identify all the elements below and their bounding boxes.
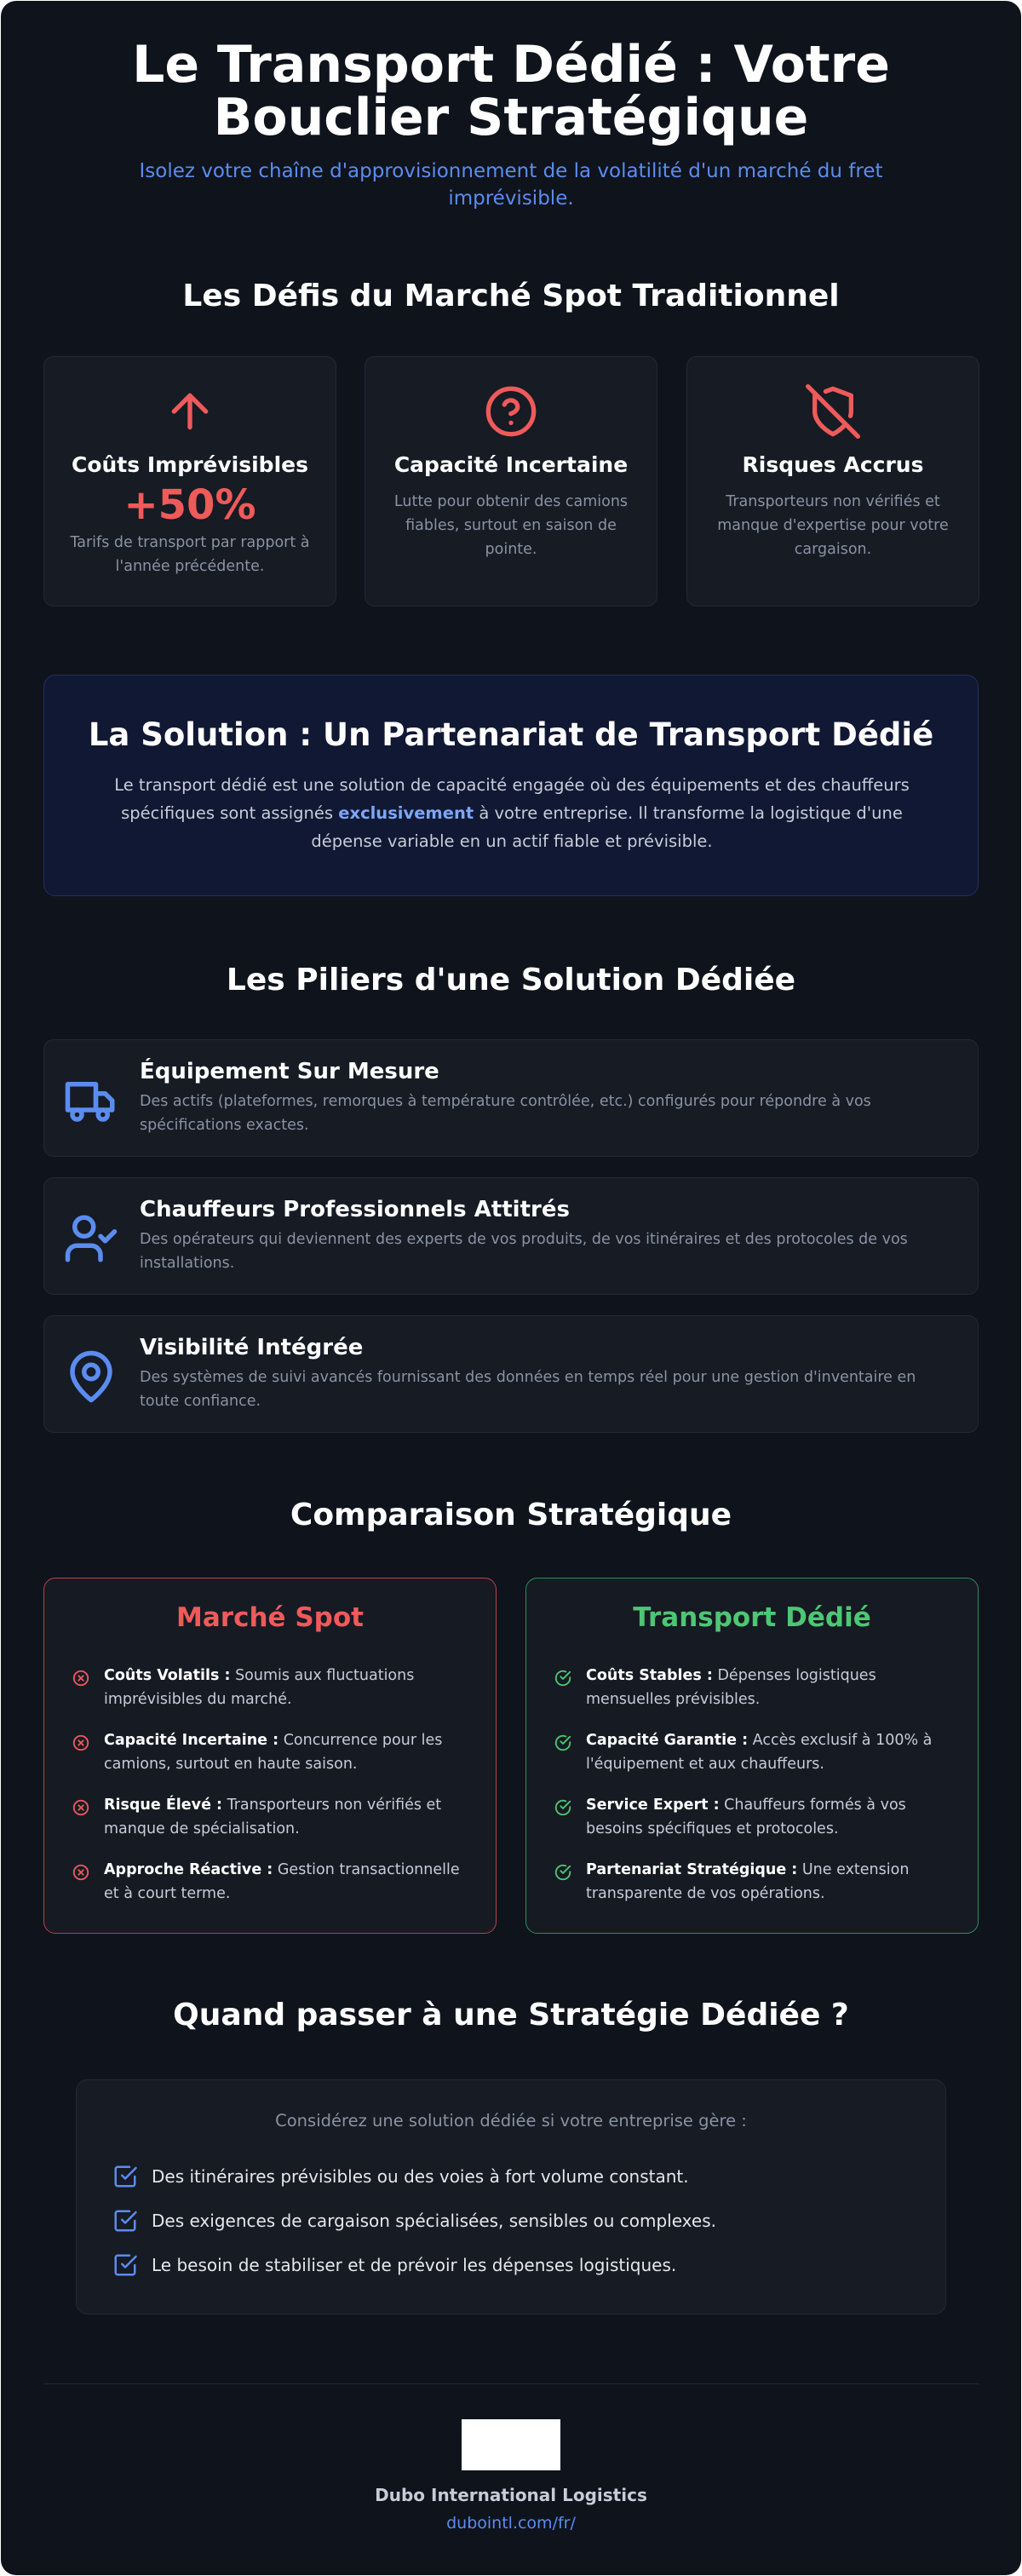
- check-circle-icon: [554, 1734, 572, 1752]
- comparison-item-label: Capacité Incertaine :: [104, 1732, 279, 1749]
- checkbox-checked-icon: [112, 2164, 138, 2189]
- pillar-title: Chauffeurs Professionnels Attitrés: [140, 1197, 570, 1222]
- comparison-item-text: [104, 1858, 479, 1906]
- challenge-card-capacity: [365, 356, 657, 607]
- pillars-title: Les Piliers d'une Solution Dédiée: [226, 963, 796, 998]
- comparison-item-desc: Gestion transactionnelle et à court terme.: [104, 1861, 460, 1902]
- check-circle-icon: [554, 1798, 572, 1817]
- comparison-item-label: Service Expert :: [586, 1797, 720, 1814]
- comparison-item-label: Capacité Garantie :: [586, 1732, 749, 1749]
- pillar-card-drivers: [43, 1177, 979, 1295]
- footer-divider: [43, 2383, 979, 2384]
- x-circle-icon: [72, 1669, 90, 1688]
- pillar-text: Des systèmes de suivi avancés fournissant des données en temps réel pour une gestion d'inventaire en toute confiance.: [140, 1369, 916, 1410]
- checklist-item-text: Des exigences de cargaison spécialisées, sensibles ou complexes.: [152, 2211, 716, 2231]
- question-circle-icon: [365, 384, 657, 439]
- comparison-card-title: Marché Spot: [176, 1602, 364, 1633]
- page-title: [1, 35, 1021, 147]
- comparison-item-desc: Une extension transparente de vos opérations.: [586, 1861, 910, 1902]
- page-subtitle: Isolez votre chaîne d'approvisionnement de la volatilité d'un marché du fret imprévisible.: [139, 160, 883, 210]
- solution-text-end: à votre entreprise. Il transforme la logistique d'une dépense variable en un actif fiable et prévisible.: [311, 803, 903, 851]
- challenge-text: Lutte pour obtenir des camions fiables, surtout en saison de pointe.: [393, 493, 629, 558]
- x-circle-icon: [72, 1798, 90, 1817]
- infographic-page: [1, 1, 1021, 2575]
- comparison-item-desc: Transporteurs non vérifiés et manque de spécialisation.: [104, 1797, 442, 1837]
- company-link[interactable]: dubointl.com/fr/: [446, 2514, 576, 2533]
- challenge-text: Transporteurs non vérifiés et manque d'expertise pour votre cargaison.: [717, 493, 949, 558]
- challenge-title: Coûts Imprévisibles: [71, 452, 308, 477]
- comparison-item-desc: Concurrence pour les camions, surtout en haute saison.: [104, 1732, 443, 1773]
- challenge-title: Capacité Incertaine: [393, 452, 629, 477]
- comparison-item-text: [586, 1728, 961, 1776]
- pillar-text: Des opérateurs qui deviennent des experts de vos produits, de vos itinéraires et des protocoles de vos installations.: [140, 1231, 908, 1272]
- checkbox-checked-icon: [112, 2208, 138, 2234]
- comparison-item-label: Coûts Volatils :: [104, 1667, 231, 1684]
- pillar-title: Visibilité Intégrée: [140, 1335, 364, 1360]
- comparison-item-label: Coûts Stables :: [586, 1667, 713, 1684]
- solution-box: [43, 675, 979, 896]
- challenge-text: Tarifs de transport par rapport à l'année précédente.: [70, 534, 310, 575]
- when-intro: Considérez une solution dédiée si votre entreprise gère :: [275, 2111, 747, 2130]
- comparison-item-desc: Dépenses logistiques mensuelles prévisibles.: [586, 1667, 876, 1708]
- pillar-card-equipment: [43, 1039, 979, 1157]
- shield-off-icon: [687, 384, 979, 439]
- comparison-item-desc: Chauffeurs formés à vos besoins spécifiques et protocoles.: [586, 1797, 906, 1837]
- comparison-item-desc: Accès exclusif à 100% à l'équipement et aux chauffeurs.: [586, 1732, 933, 1773]
- challenges-title: Les Défis du Marché Spot Traditionnel: [182, 279, 840, 313]
- comparison-title: Comparaison Stratégique: [290, 1498, 732, 1532]
- pillar-card-visibility: [43, 1315, 979, 1433]
- solution-highlight: exclusivement: [338, 803, 474, 823]
- checklist-item-text: Le besoin de stabiliser et de prévoir les dépenses logistiques.: [152, 2255, 677, 2275]
- x-circle-icon: [72, 1863, 90, 1882]
- comparison-item-label: Risque Élevé :: [104, 1797, 223, 1814]
- solution-title: La Solution : Un Partenariat de Transport Dédié: [88, 716, 934, 753]
- challenge-card-costs: [43, 356, 336, 607]
- solution-text: [95, 771, 928, 855]
- checklist-item-text: Des itinéraires prévisibles ou des voies à fort volume constant.: [152, 2166, 689, 2187]
- solution-text-start: Le transport dédié est une solution de capacité engagée où des équipements et des chauffeurs spécifiques sont assignés: [114, 775, 910, 823]
- comparison-item-label: Approche Réactive :: [104, 1861, 273, 1878]
- checkbox-checked-icon: [112, 2252, 138, 2278]
- challenge-card-risks: [686, 356, 979, 607]
- x-circle-icon: [72, 1734, 90, 1752]
- map-pin-icon: [63, 1348, 119, 1405]
- page-title-line-1: Le Transport Dédié : Votre: [132, 35, 890, 95]
- when-box: [76, 2079, 946, 2314]
- comparison-item-text: [104, 1728, 479, 1776]
- when-title: Quand passer à une Stratégie Dédiée ?: [173, 1998, 849, 2033]
- comparison-item-text: [586, 1664, 961, 1711]
- page-title-line-2: Bouclier Stratégique: [213, 88, 809, 147]
- comparison-card-dedicated: [525, 1578, 979, 1934]
- challenge-stat: +50%: [123, 481, 256, 529]
- comparison-card-spot: [43, 1578, 497, 1934]
- pillar-title: Équipement Sur Mesure: [140, 1059, 439, 1084]
- comparison-item-text: [104, 1664, 479, 1711]
- company-logo: [462, 2419, 560, 2470]
- check-circle-icon: [554, 1669, 572, 1688]
- pillar-text: Des actifs (plateformes, remorques à température contrôlée, etc.) configurés pour répondre à vos spécifications exactes.: [140, 1093, 871, 1134]
- truck-icon: [63, 1072, 119, 1129]
- check-circle-icon: [554, 1863, 572, 1882]
- comparison-item-text: [104, 1793, 479, 1841]
- comparison-item-text: [586, 1793, 961, 1841]
- user-check-icon: [63, 1210, 119, 1267]
- comparison-item-label: Partenariat Stratégique :: [586, 1861, 798, 1878]
- comparison-card-title: Transport Dédié: [633, 1602, 871, 1633]
- challenge-title: Risques Accrus: [742, 452, 924, 477]
- comparison-item-text: [586, 1858, 961, 1906]
- company-name: Dubo International Logistics: [375, 2485, 647, 2505]
- comparison-item-desc: Soumis aux fluctuations imprévisibles du marché.: [104, 1667, 415, 1708]
- arrow-up-icon: [44, 384, 336, 439]
